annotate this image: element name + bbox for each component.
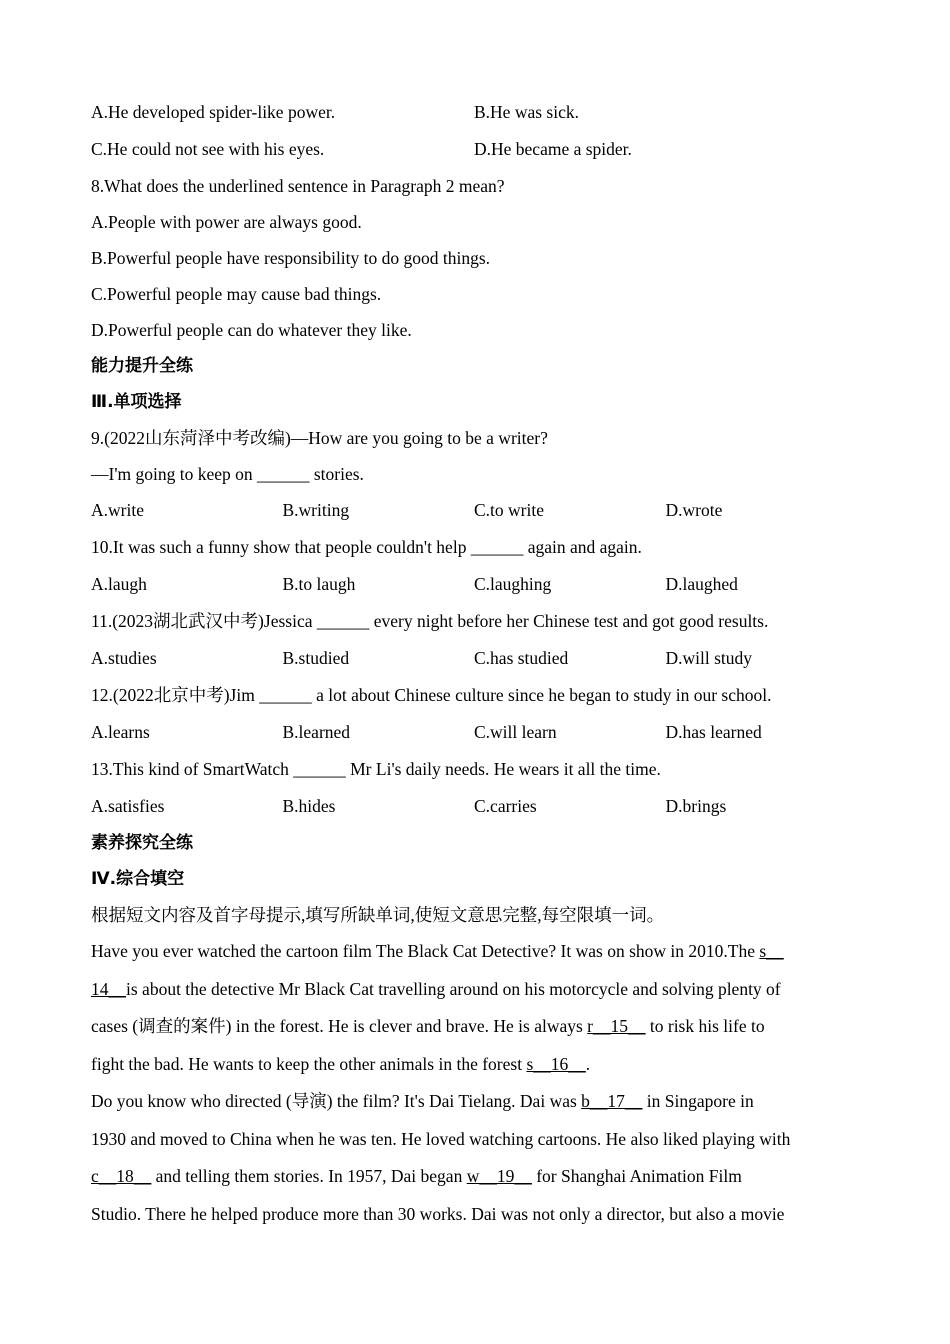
q13-blank: ______	[293, 759, 346, 779]
q12-blank: ______	[259, 685, 312, 705]
q13-option-c: C.carries	[474, 796, 537, 816]
passage-text: fight the bad. He wants to keep the other animals in the forest	[91, 1053, 527, 1074]
q12-option-a: A.learns	[91, 722, 150, 742]
q9-option-b: B.writing	[282, 500, 350, 520]
blank-18: c__18__	[91, 1166, 152, 1186]
section-ability-heading: 能力提升全练	[91, 356, 193, 376]
passage-text: to risk his life to	[645, 1016, 765, 1036]
passage-text: Do you know who directed (导演) the film? It's Dai Tielang. Dai was	[91, 1091, 582, 1111]
q11-option-c: C.has studied	[474, 648, 569, 668]
q7-options-row1	[91, 96, 861, 133]
q7-option-d: D.He became a spider.	[474, 139, 632, 159]
q10-blank: ______	[470, 537, 524, 557]
blank-19: w__19__	[466, 1166, 532, 1186]
q8-option-a: A.People with power are always good.	[91, 212, 362, 232]
blank-17: b__17__	[581, 1091, 643, 1111]
q12-option-c: C.will learn	[474, 722, 557, 742]
q7-option-c: C.He could not see with his eyes.	[91, 139, 325, 159]
blank-14-part1: s__	[759, 941, 784, 961]
q11-options	[91, 642, 861, 679]
q8-stem: 8.What does the underlined sentence in Paragraph 2 mean?	[91, 176, 505, 196]
q11-stem	[91, 605, 861, 642]
blank-16: s__16__	[526, 1053, 586, 1074]
passage-line-1	[91, 935, 861, 973]
q12-stem-pre: 12.(2022北京中考)Jim	[91, 685, 255, 705]
q9-blank: ______	[256, 464, 310, 484]
q13-option-b: B.hides	[282, 796, 336, 816]
q9-option-c: C.to write	[474, 500, 544, 520]
passage-text: is about the detective Mr Black Cat travelling around on his motorcycle and solving plenty of	[126, 978, 781, 999]
q11-option-b: B.studied	[282, 648, 350, 668]
q11-stem-post: every night before her Chinese test and got good results.	[369, 611, 769, 631]
q10-options	[91, 568, 861, 605]
document-page	[91, 96, 861, 1235]
q9-stem1: 9.(2022山东菏泽中考改编)—How are you going to be a writer?	[91, 428, 548, 448]
q11-blank: ______	[316, 611, 370, 631]
q13-stem-pre: 13.This kind of SmartWatch	[91, 759, 289, 779]
q10-stem	[91, 531, 861, 568]
section4-title: Ⅳ.综合填空	[91, 869, 185, 889]
q12-stem	[91, 679, 861, 716]
q9-option-a: A.write	[91, 500, 144, 520]
passage-line-5	[91, 1085, 861, 1123]
q9-stem2	[91, 458, 861, 494]
passage-text: .	[585, 1053, 591, 1074]
q12-option-b: B.learned	[282, 722, 351, 742]
instruction-text: 根据短文内容及首字母提示,填写所缺单词,使短文意思完整,每空限填一词。	[91, 905, 665, 925]
section3-title: Ⅲ.单项选择	[91, 392, 182, 412]
passage-line-3	[91, 1010, 861, 1048]
passage-line-8: Studio. There he helped produce more than 30 works. Dai was not only a director, but also a movie	[91, 1203, 785, 1224]
q10-option-c: C.laughing	[474, 574, 552, 594]
q7-option-b: B.He was sick.	[474, 102, 579, 122]
q8-option-c: C.Powerful people may cause bad things.	[91, 284, 382, 304]
passage-text: in Singapore in	[642, 1091, 754, 1111]
q10-stem-pre: 10.It was such a funny show that people couldn't help	[91, 537, 467, 557]
passage-line-7	[91, 1160, 861, 1198]
q9-stem2-pre: —I'm going to keep on	[91, 464, 253, 484]
q9-stem2-post: stories.	[309, 464, 364, 484]
section-literacy-heading: 素养探究全练	[91, 833, 193, 853]
q11-option-d: D.will study	[665, 648, 753, 668]
q11-option-a: A.studies	[91, 648, 157, 668]
blank-14-part2: 14__	[91, 978, 126, 999]
q9-option-d: D.wrote	[665, 500, 723, 520]
q12-option-d: D.has learned	[665, 722, 762, 742]
q13-stem-post: Mr Li's daily needs. He wears it all the time.	[345, 759, 661, 779]
passage-text: and telling them stories. In 1957, Dai began	[151, 1166, 467, 1186]
q10-stem-post: again and again.	[523, 537, 642, 557]
passage-line-6: 1930 and moved to China when he was ten. He loved watching cartoons. He also liked playing with	[91, 1128, 791, 1149]
q8-option-b: B.Powerful people have responsibility to do good things.	[91, 248, 491, 268]
q11-stem-pre: 11.(2023湖北武汉中考)Jessica	[91, 611, 313, 631]
passage-text: cases (调查的案件) in the forest. He is clever and brave. He is always	[91, 1016, 588, 1036]
q7-option-a: A.He developed spider-like power.	[91, 102, 336, 122]
q12-stem-post: a lot about Chinese culture since he began to study in our school.	[311, 685, 772, 705]
q7-options-row2	[91, 133, 861, 170]
passage-text: for Shanghai Animation Film	[531, 1166, 742, 1186]
q13-option-a: A.satisfies	[91, 796, 165, 816]
q10-option-a: A.laugh	[91, 574, 147, 594]
blank-15: r__15__	[587, 1016, 646, 1036]
q10-option-d: D.laughed	[665, 574, 738, 594]
q12-options	[91, 716, 861, 753]
passage-line-2	[91, 973, 861, 1011]
q13-option-d: D.brings	[665, 796, 727, 816]
q13-options	[91, 790, 861, 827]
passage-line-4	[91, 1048, 861, 1086]
q10-option-b: B.to laugh	[282, 574, 356, 594]
q9-options	[91, 494, 861, 531]
passage-text: Have you ever watched the cartoon film The Black Cat Detective? It was on show in 2010.The	[91, 941, 760, 961]
q8-option-d: D.Powerful people can do whatever they like.	[91, 320, 412, 340]
q13-stem	[91, 753, 861, 790]
